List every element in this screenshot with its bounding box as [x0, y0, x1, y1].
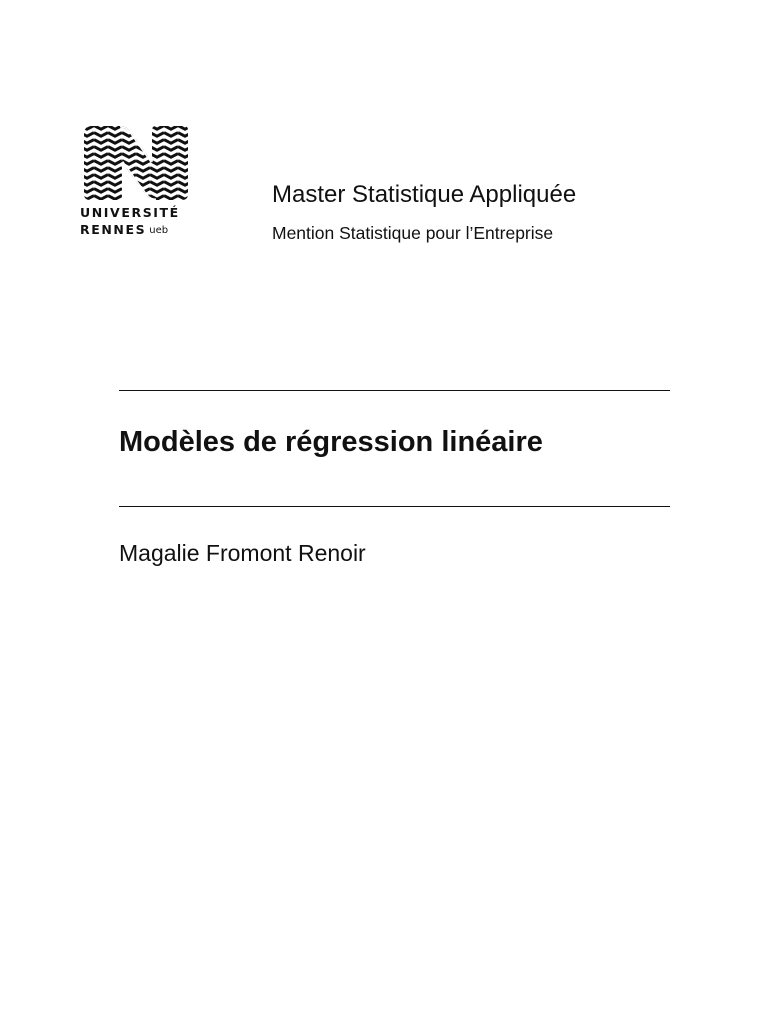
title-rule-top [119, 390, 670, 391]
program-mention: Mention Statistique pour l’Entreprise [272, 223, 554, 243]
university-emblem-icon [80, 124, 192, 202]
program-title: Master Statistique Appliquée [272, 181, 577, 208]
title-rule-bottom [119, 506, 670, 507]
logo-rennes-text: RENNES [80, 222, 147, 237]
logo-line-universite: UNIVERSITÉ [80, 205, 180, 220]
document-title: Modèles de régression linéaire [119, 426, 543, 458]
logo-line-rennes [80, 221, 192, 239]
university-logo [80, 124, 192, 244]
author-name: Magalie Fromont Renoir [119, 540, 366, 566]
ueb-mark: ueb [149, 225, 169, 236]
